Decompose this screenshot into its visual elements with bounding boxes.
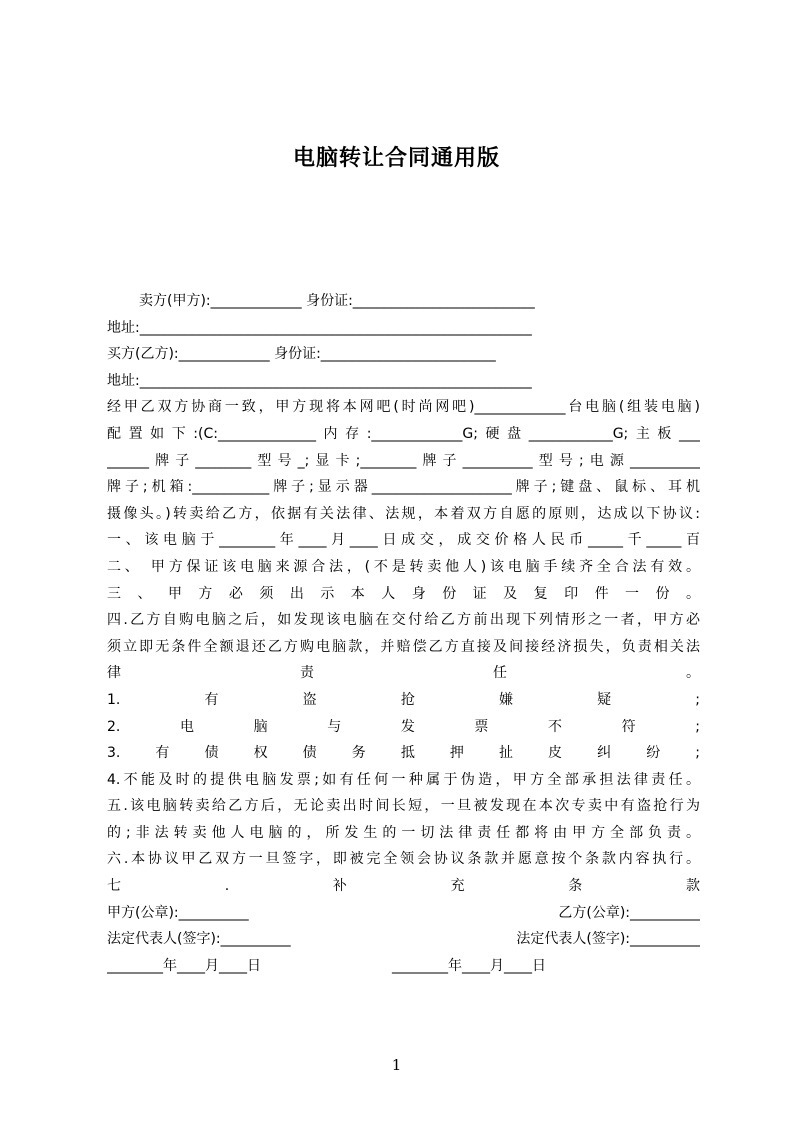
- party-b-seal: 乙方(公章):__________: [558, 904, 700, 921]
- intro-line-4: 牌子;机箱:___________牌子;显示器____________________牌子;键盘、鼠标、耳机: [107, 479, 700, 496]
- party-a-representative: 法定代表人(签字):__________: [107, 931, 291, 948]
- clause-2: 二、 甲方保证该电脑来源合法，(不是转卖他人)该电脑手续齐全合法有效。: [107, 558, 700, 575]
- clause-5-line-2: 的;非法转卖他人电脑的，所发生的一切法律责任都将由甲方全部负责。: [107, 824, 700, 841]
- contract-body: [107, 288, 700, 979]
- seller-address-line: 地址:________________________________________________________: [107, 319, 532, 336]
- clause-4-line-2: 须立即无条件全额退还乙方购电脑款，并赔偿乙方直接及间接经济损失，负责相关法: [107, 638, 700, 655]
- seller-line: 卖方(甲方):_____________ 身份证:__________________________: [139, 293, 535, 309]
- clause-4-item-2: 2.电脑与发票不符;: [107, 718, 700, 735]
- clause-4-line-1: 四.乙方自购电脑之后，如发现该电脑在交付给乙方前出现下列情形之一者，甲方必: [107, 612, 700, 629]
- intro-line-1: 经甲乙双方协商一致，甲方现将本网吧(时尚网吧)_____________台电脑(组装电脑): [107, 399, 700, 416]
- party-b-date: ________年____月____日: [392, 957, 546, 974]
- party-b-representative: 法定代表人(签字):__________: [516, 931, 700, 948]
- clause-1: 一、该电脑于________年____月____日成交，成交价格人民币_____千_____百: [107, 532, 700, 549]
- buyer-line: 买方(乙方):_____________ 身份证:_________________________: [107, 346, 496, 363]
- party-a-seal: 甲方(公章):__________: [107, 904, 249, 921]
- clause-3: 三、甲方必须出示本人身份证及复印件一份。: [107, 585, 700, 602]
- date-row: [107, 953, 700, 980]
- party-a-date: ________年____月____日: [107, 957, 261, 974]
- page-number: 1: [391, 1056, 402, 1074]
- clause-4-line-3: 律责任。: [107, 665, 700, 682]
- intro-line-2: 配置如下:(C:______________内存:_____________G;硬盘____________G;主板___: [107, 425, 700, 442]
- buyer-address-line: 地址:________________________________________________________: [107, 372, 532, 389]
- clause-5-line-1: 五.该电脑转卖给乙方后，无论卖出时间长短，一旦被发现在本次专卖中有盗抢行为: [107, 798, 700, 815]
- clause-6: 六.本协议甲乙双方一旦签字，即被完全领会协议条款并愿意按个条款内容执行。: [107, 851, 700, 868]
- clause-4-item-3: 3.有债权债务抵押扯皮纠纷;: [107, 745, 700, 762]
- intro-line-5: 摄像头。)转卖给乙方，依据有关法律、法规，本着双方自愿的原则，达成以下协议:: [107, 505, 700, 522]
- intro-line-3: ______牌子________型号_;显卡;________牌子__________型号;电源__________: [107, 452, 700, 469]
- clause-7: 七.补充条款: [107, 878, 700, 895]
- seal-row: [107, 900, 700, 927]
- clause-4-item-1: 1.有盗抢嫌疑;: [107, 691, 700, 708]
- document-title: 电脑转让合同通用版: [292, 146, 500, 171]
- clause-4-item-4: 4.不能及时的提供电脑发票;如有任何一种属于伪造，甲方全部承担法律责任。: [107, 771, 700, 788]
- representative-row: [107, 926, 700, 953]
